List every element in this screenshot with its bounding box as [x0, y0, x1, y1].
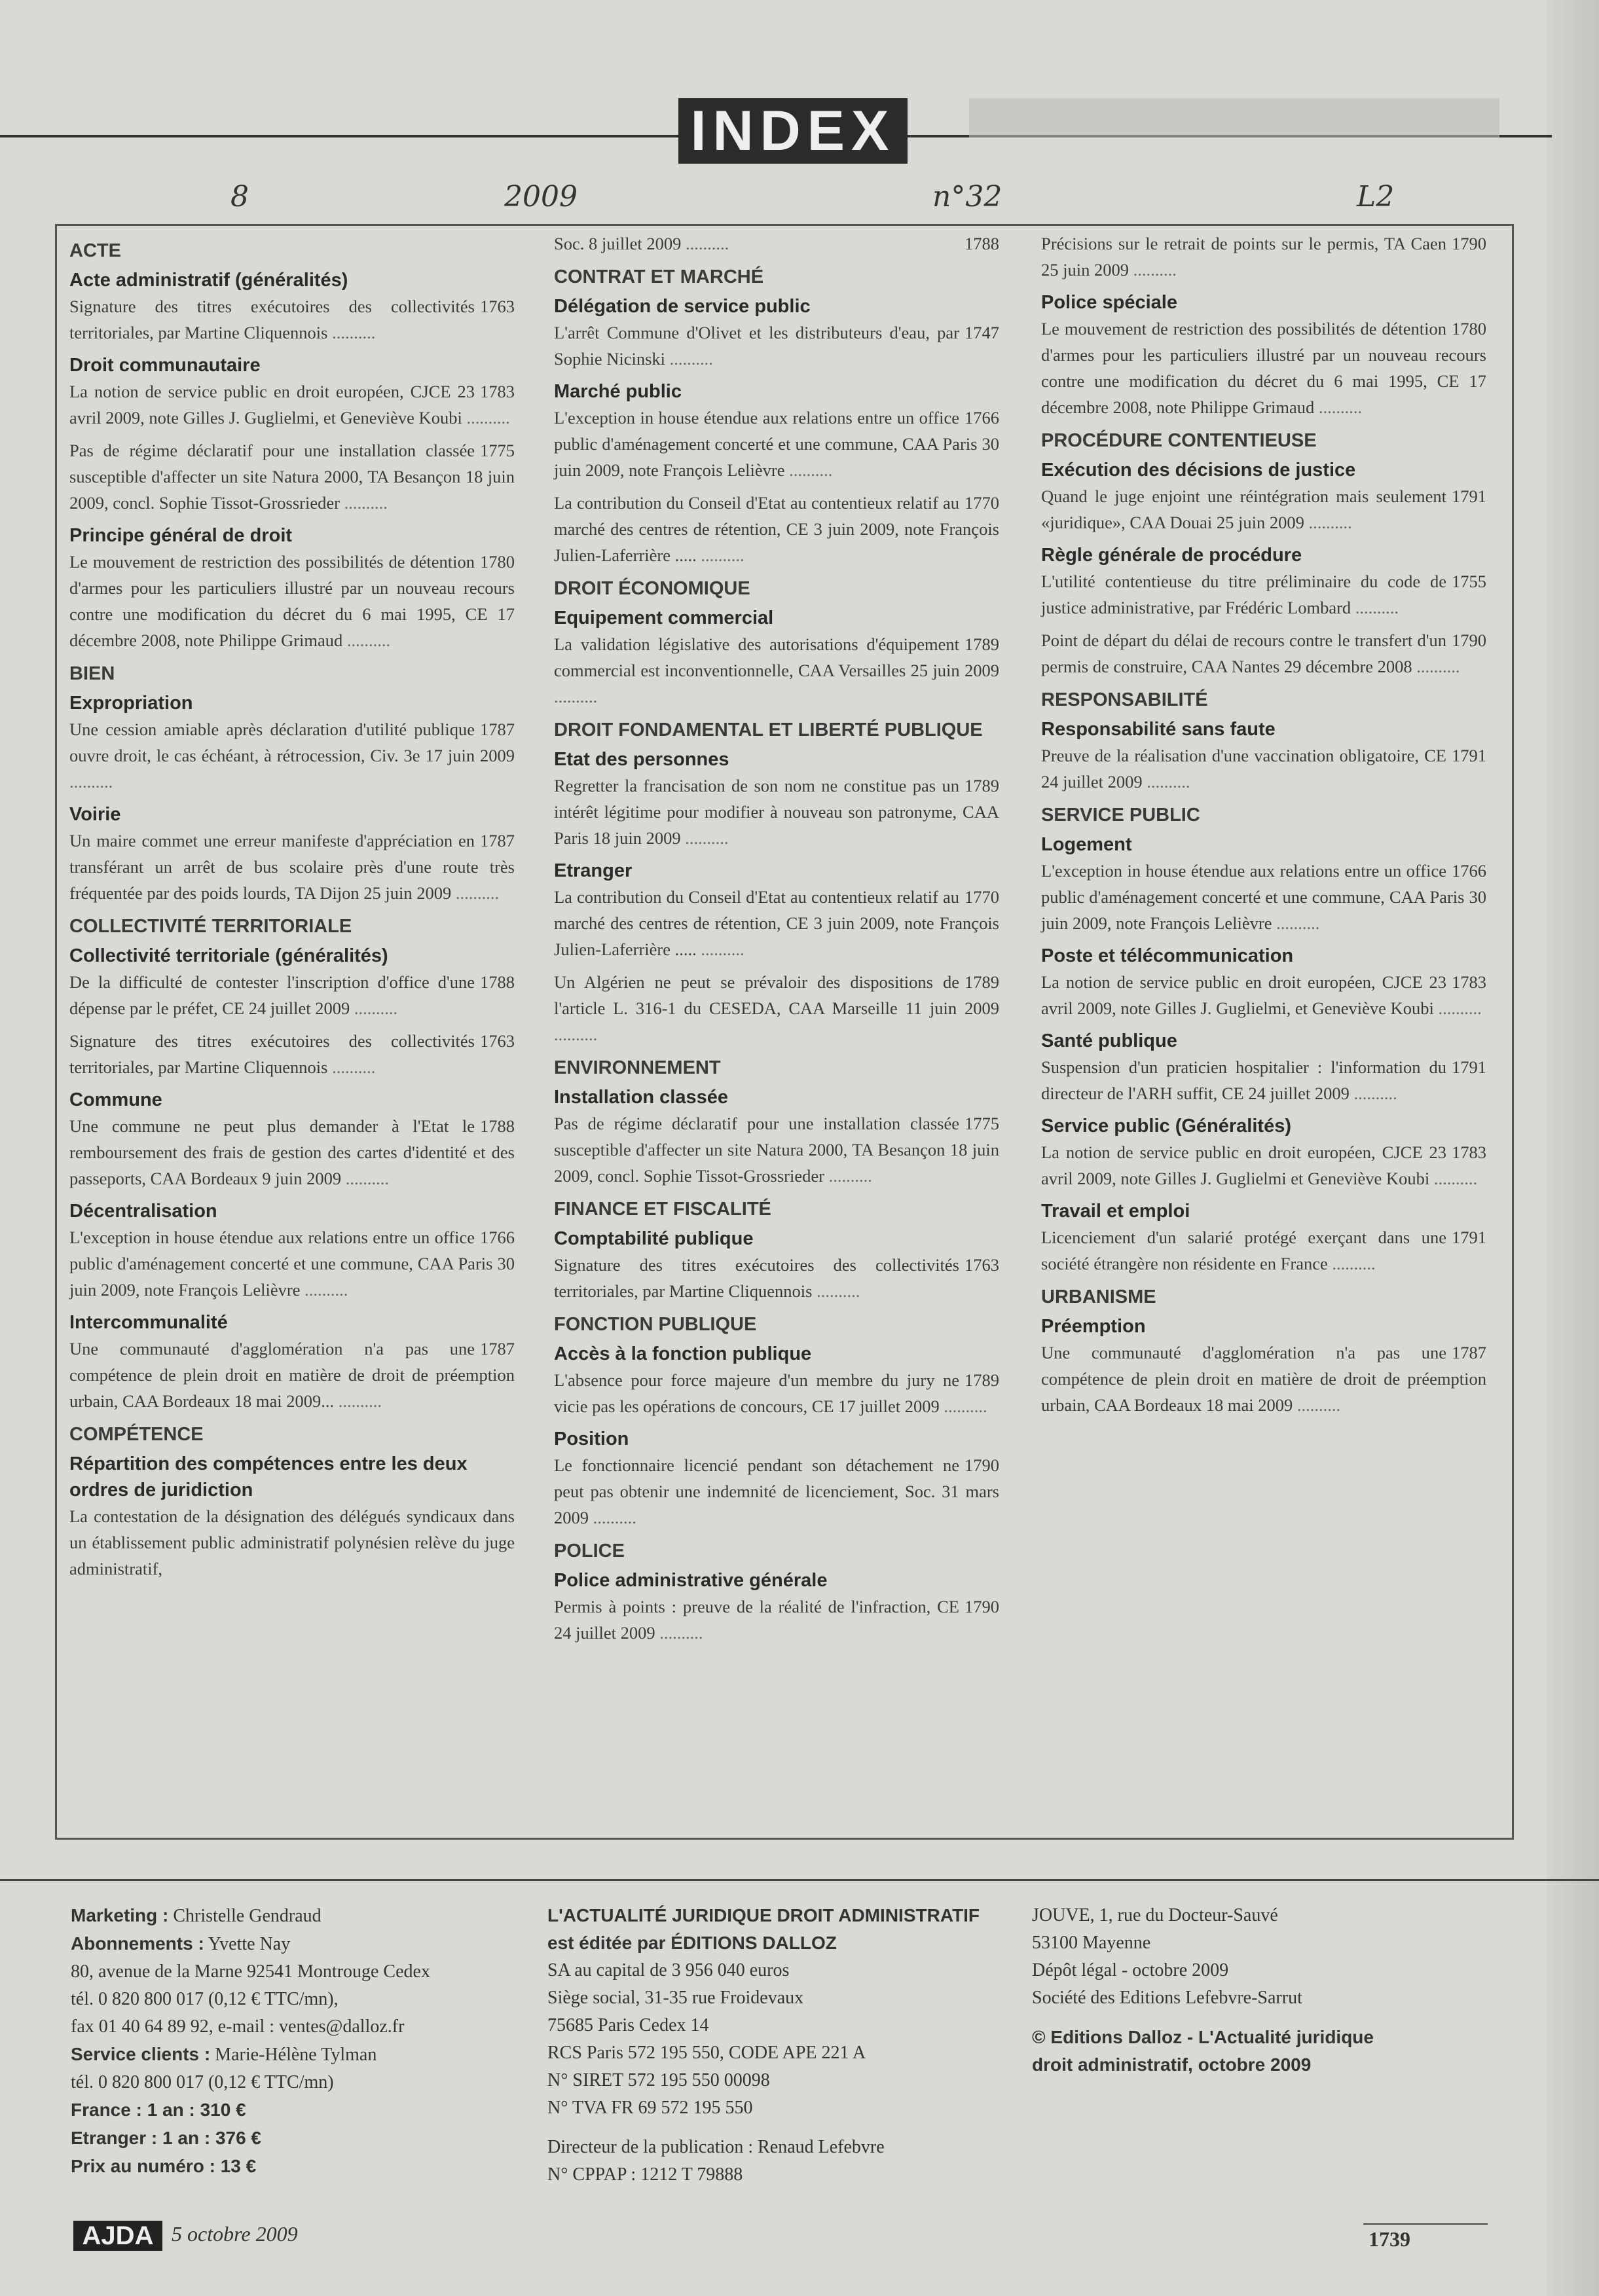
entry-page-number: 1770	[965, 887, 999, 907]
section-heading: RESPONSABILITÉ	[1041, 689, 1208, 710]
journal-logo: AJDA	[73, 2221, 162, 2251]
entry-text: Permis à points : preuve de la réalité de l'infraction, CE 24 juillet 2009	[554, 1597, 959, 1643]
entry-page-number: 1788	[480, 972, 515, 992]
index-entry	[69, 293, 515, 346]
handwritten-note-1: 8	[230, 180, 249, 213]
subsection-heading: Santé publique	[1041, 1030, 1177, 1051]
leader-dots: ..........	[342, 630, 391, 650]
leader-dots: ..........	[1351, 598, 1399, 617]
entry-text: Preuve de la réalisation d'une vaccination obligatoire, CE 24 juillet 2009	[1041, 746, 1446, 792]
publisher-info-line: Siège social, 31-35 rue Froidevaux	[547, 1988, 804, 2008]
index-entry	[1041, 483, 1486, 536]
entry-text: La contribution du Conseil d'Etat au contentieux relatif au marché des centres de rétention, CE 3 juin 2009, note François Julien-Laferrière .....	[554, 887, 999, 959]
leader-dots: ..........	[554, 687, 598, 706]
index-entry	[69, 1336, 515, 1414]
subsection-heading: Décentralisation	[69, 1201, 217, 1222]
index-entry	[554, 1110, 999, 1189]
entry-text: Un Algérien ne peut se prévaloir des dispositions de l'article L. 316-1 du CESEDA, CAA Marseille 11 juin 2009	[554, 972, 999, 1018]
page-edge-shadow	[1547, 0, 1599, 2296]
index-entry	[1041, 1054, 1486, 1106]
entry-page-number: 1788	[965, 234, 999, 253]
entry-text: Pas de régime déclaratif pour une installation classée susceptible d'affecter un site Natura 2000, TA Besançon 18 juin 2009, concl. Sophie Tissot-Grossrieder	[69, 441, 515, 513]
subsection-heading: Acte administratif (généralités)	[69, 270, 348, 291]
index-entry	[1041, 230, 1486, 283]
index-entry	[69, 549, 515, 653]
contact-label: France : 1 an : 310 €	[71, 2100, 246, 2120]
subsection-heading: Etranger	[554, 860, 633, 881]
contact-value: tél. 0 820 800 017 (0,12 € TTC/mn),	[71, 1989, 339, 2009]
entry-text: Point de départ du délai de recours contre le transfert d'un permis de construire, CAA Nantes 29 décembre 2008	[1041, 630, 1446, 676]
publisher-info-line: N° TVA FR 69 572 195 550	[547, 2098, 753, 2118]
contact-value: Marie-Hélène Tylman	[210, 2045, 377, 2065]
subsection-heading: Equipement commercial	[554, 608, 774, 629]
entry-text: Pas de régime déclaratif pour une installation classée susceptible d'affecter un site Natura 2000, TA Besançon 18 juin 2009, concl. Sophie Tissot-Grossrieder	[554, 1114, 999, 1186]
entry-page-number: 1766	[1452, 861, 1486, 881]
entry-page-number: 1780	[1452, 319, 1486, 338]
entry-text: L'utilité contentieuse du titre préliminaire du code de justice administrative, par Frédéric Lombard	[1041, 572, 1446, 617]
subsection-heading: Marché public	[554, 381, 682, 402]
entry-page-number: 1789	[965, 634, 999, 654]
contact-line	[71, 1930, 542, 1958]
entry-page-number: 1775	[965, 1114, 999, 1133]
publisher-info-line: SA au capital de 3 956 040 euros	[547, 1960, 790, 1980]
leader-dots: ..........	[812, 1281, 860, 1301]
section-heading: PROCÉDURE CONTENTIEUSE	[1041, 430, 1317, 451]
section-heading: POLICE	[554, 1540, 625, 1561]
index-entry	[69, 1224, 515, 1303]
index-entry	[1041, 568, 1486, 621]
entry-text: L'absence pour force majeure d'un membre du jury ne vicie pas les opérations de concours, CE 17 juillet 2009	[554, 1370, 959, 1416]
contact-label: Etranger : 1 an : 376 €	[71, 2128, 262, 2148]
entry-page-number: 1790	[965, 1597, 999, 1616]
entry-page-number: 1763	[480, 1031, 515, 1051]
subsection-heading: Travail et emploi	[1041, 1201, 1190, 1222]
contact-line	[71, 2013, 542, 2041]
footer-printer	[1032, 1902, 1503, 2079]
entry-page-number: 1788	[480, 1116, 515, 1136]
leader-dots: ..........	[665, 349, 713, 369]
index-title: INDEX	[678, 98, 908, 164]
leader-dots: ..........	[1293, 1395, 1341, 1415]
entry-text: L'exception in house étendue aux relations entre un office public d'aménagement concerté et une commune, CAA Paris 30 juin 2009, note François Lelièvre	[69, 1228, 515, 1300]
entry-page-number: 1787	[480, 831, 515, 850]
entry-text: Signature des titres exécutoires des collectivités territoriales, par Martine Cliquennois	[554, 1255, 959, 1301]
contact-value: Yvette Nay	[204, 1934, 291, 1954]
section-heading: CONTRAT ET MARCHÉ	[554, 266, 764, 287]
entry-text: La notion de service public en droit européen, CJCE 23 avril 2009, note Gilles J. Guglielmi et Geneviève Koubi	[1041, 1142, 1446, 1188]
subsection-heading: Police administrative générale	[554, 1570, 828, 1591]
contact-value: tél. 0 820 800 017 (0,12 € TTC/mn)	[71, 2072, 334, 2092]
index-entry	[69, 437, 515, 516]
index-column-2	[554, 230, 999, 1652]
handwritten-note-4: L2	[1357, 180, 1395, 213]
entry-text: Précisions sur le retrait de points sur le permis, TA Caen 25 juin 2009	[1041, 234, 1446, 280]
subsection-heading: Responsabilité sans faute	[1041, 719, 1276, 740]
entry-page-number: 1763	[965, 1255, 999, 1275]
footer-contacts	[71, 1902, 542, 2181]
leader-dots: ..........	[681, 234, 729, 253]
leader-dots: ..........	[696, 939, 744, 959]
publisher-title-2: est éditée par ÉDITIONS DALLOZ	[547, 1933, 837, 1953]
subsection-heading: Logement	[1041, 834, 1132, 855]
index-entry	[554, 405, 999, 483]
page-number: 1739	[1369, 2227, 1410, 2251]
copyright-line-1: © Editions Dalloz - L'Actualité juridique	[1032, 2027, 1374, 2047]
index-column-1	[69, 230, 515, 1588]
leader-dots: ..........	[554, 1025, 598, 1044]
printer-info-line: Dépôt légal - octobre 2009	[1032, 1960, 1229, 1980]
index-entry	[554, 1594, 999, 1646]
subsection-heading: Délégation de service public	[554, 296, 811, 317]
printer-info-line: Société des Editions Lefebvre-Sarrut	[1032, 1988, 1302, 2008]
index-column-3	[1041, 230, 1486, 1425]
contact-label: Prix au numéro : 13 €	[71, 2156, 257, 2176]
handwritten-note-3: n°32	[932, 180, 1002, 213]
contact-value: 80, avenue de la Marne 92541 Montrouge Cedex	[71, 1961, 430, 1982]
leader-dots: ..........	[69, 772, 113, 792]
leader-dots: ..........	[341, 1169, 390, 1188]
leader-dots: ..........	[680, 828, 729, 848]
contact-line	[71, 2096, 542, 2124]
subsection-heading: Intercommunalité	[69, 1312, 228, 1333]
index-entry	[69, 1113, 515, 1192]
entry-page-number: 1780	[480, 552, 515, 572]
contact-line	[71, 2041, 542, 2069]
subsection-heading: Expropriation	[69, 693, 193, 714]
section-heading: ENVIRONNEMENT	[554, 1057, 721, 1078]
index-entry	[1041, 742, 1486, 795]
index-entry	[69, 1503, 515, 1582]
index-entry	[1041, 1139, 1486, 1192]
leader-dots: ..........	[300, 1280, 348, 1300]
entry-text: Un maire commet une erreur manifeste d'appréciation en transférant un arrêt de bus scolaire près d'une route très fréquentée par des poids lourds, TA Dijon 25 juin 2009	[69, 831, 515, 903]
leader-dots: ..........	[462, 408, 510, 428]
subsection-heading: Police spéciale	[1041, 292, 1177, 313]
subsection-heading: Etat des personnes	[554, 749, 729, 770]
leader-dots: ..........	[824, 1166, 872, 1186]
section-heading: COLLECTIVITÉ TERRITORIALE	[69, 916, 352, 937]
leader-dots: ..........	[939, 1396, 987, 1416]
index-entry	[554, 1452, 999, 1531]
entry-page-number: 1790	[1452, 630, 1486, 650]
index-entry	[554, 1367, 999, 1419]
section-heading: COMPÉTENCE	[69, 1424, 204, 1445]
section-heading: FONCTION PUBLIQUE	[554, 1314, 757, 1335]
subsection-heading: Exécution des décisions de justice	[1041, 460, 1356, 481]
entry-text: Une communauté d'agglomération n'a pas une compétence de plein droit en matière de droit de préemption urbain, CAA Bordeaux 18 mai 2009	[1041, 1343, 1486, 1415]
entry-page-number: 1791	[1452, 746, 1486, 765]
publisher-info-line: RCS Paris 572 195 550, CODE APE 221 A	[547, 2043, 866, 2063]
subsection-heading: Voirie	[69, 804, 121, 825]
entry-page-number: 1755	[1452, 572, 1486, 591]
subsection-heading: Collectivité territoriale (généralités)	[69, 945, 388, 966]
index-entry	[69, 969, 515, 1021]
entry-text: Le mouvement de restriction des possibilités de détention d'armes pour les particuliers illustré par un nouveau recours contre une modification du décret du 6 mai 1995, CE 17 décembre 2008, note Philippe Grimaud	[1041, 319, 1486, 417]
entry-text: Licenciement d'un salarié protégé exerçant dans une société étrangère non résidente en France	[1041, 1228, 1446, 1273]
subsection-heading: Droit communautaire	[69, 355, 261, 376]
leader-dots: ..........	[784, 460, 833, 480]
entry-page-number: 1789	[965, 972, 999, 992]
entry-text: Suspension d'un praticien hospitalier : l'information du directeur de l'ARH suffit, CE 24 juillet 2009	[1041, 1057, 1446, 1103]
contact-label: Marketing :	[71, 1905, 169, 1925]
publisher-title-1: L'ACTUALITÉ JURIDIQUE DROIT ADMINISTRATIF	[547, 1905, 980, 1925]
contact-label: Service clients :	[71, 2044, 211, 2064]
entry-page-number: 1787	[480, 720, 515, 739]
entry-text: Soc. 8 juillet 2009	[554, 234, 682, 253]
section-heading: DROIT ÉCONOMIQUE	[554, 578, 750, 599]
contact-line	[71, 1986, 542, 2013]
subsection-heading: Préemption	[1041, 1316, 1146, 1337]
entry-page-number: 1787	[1452, 1343, 1486, 1362]
index-entry	[69, 716, 515, 795]
index-entry	[554, 773, 999, 851]
entry-text: Une commune ne peut plus demander à l'Etat le remboursement des frais de gestion des cartes d'identité et des passeports, CAA Bordeaux 9 juin 2009	[69, 1116, 515, 1188]
entry-page-number: 1791	[1452, 1057, 1486, 1077]
entry-page-number: 1775	[480, 441, 515, 460]
leader-dots: ..........	[327, 1057, 376, 1077]
leader-dots: ..........	[1142, 772, 1190, 792]
entry-text: La notion de service public en droit européen, CJCE 23 avril 2009, note Gilles J. Guglielmi, et Geneviève Koubi	[69, 382, 475, 428]
entry-page-number: 1787	[480, 1339, 515, 1358]
index-entry	[554, 969, 999, 1048]
leader-dots: ..........	[1412, 657, 1460, 676]
publisher-info-line: N° SIRET 572 195 550 00098	[547, 2070, 770, 2090]
index-entry	[1041, 858, 1486, 936]
contact-line	[71, 2153, 542, 2181]
index-entry	[69, 378, 515, 431]
cppap-number: N° CPPAP : 1212 T 79888	[547, 2164, 743, 2185]
leader-dots: ..........	[327, 323, 376, 342]
section-heading: URBANISME	[1041, 1286, 1156, 1307]
subsection-heading: Comptabilité publique	[554, 1228, 754, 1249]
subsection-heading: Installation classée	[554, 1087, 728, 1108]
entry-page-number: 1783	[1452, 972, 1486, 992]
section-heading: FINANCE ET FISCALITÉ	[554, 1199, 771, 1220]
contact-value: Christelle Gendraud	[168, 1906, 322, 1926]
section-heading: BIEN	[69, 663, 115, 684]
leader-dots: ..........	[1327, 1254, 1376, 1273]
entry-text: L'exception in house étendue aux relations entre un office public d'aménagement concerté et une commune, CAA Paris 30 juin 2009, note François Lelièvre	[1041, 861, 1486, 933]
printer-info-line: 53100 Mayenne	[1032, 1933, 1151, 1953]
leader-dots: ..........	[696, 545, 744, 565]
entry-text: La notion de service public en droit européen, CJCE 23 avril 2009, note Gilles J. Guglielmi, et Geneviève Koubi	[1041, 972, 1446, 1018]
entry-text: L'arrêt Commune d'Olivet et les distributeurs d'eau, par Sophie Nicinski	[554, 323, 959, 369]
contact-line	[71, 1902, 542, 1930]
contact-line	[71, 2069, 542, 2096]
leader-dots: ..........	[334, 1391, 382, 1411]
index-entry	[1041, 627, 1486, 680]
printer-info-line: JOUVE, 1, rue du Docteur-Sauvé	[1032, 1905, 1278, 1925]
leader-dots: ..........	[1304, 513, 1352, 532]
section-heading: SERVICE PUBLIC	[1041, 805, 1200, 826]
entry-page-number: 1790	[1452, 234, 1486, 253]
leader-dots: ..........	[1272, 913, 1320, 933]
index-entry	[1041, 1339, 1486, 1418]
entry-text: Signature des titres exécutoires des collectivités territoriales, par Martine Cliquennois	[69, 1031, 475, 1077]
subsection-heading: Principe général de droit	[69, 525, 293, 546]
footer-rule	[0, 1879, 1599, 1881]
leader-dots: ..........	[1433, 998, 1482, 1018]
entry-page-number: 1789	[965, 776, 999, 795]
index-entry	[69, 1028, 515, 1080]
leader-dots: ..........	[350, 998, 398, 1018]
entry-page-number: 1791	[1452, 486, 1486, 506]
index-entry	[554, 319, 999, 372]
contact-label: Abonnements :	[71, 1933, 204, 1954]
entry-page-number: 1766	[965, 408, 999, 428]
leader-dots: ..........	[1429, 1169, 1478, 1188]
leader-dots: ..........	[589, 1508, 636, 1527]
index-entry	[554, 631, 999, 710]
footer-publisher	[547, 1902, 1006, 2189]
index-entry	[1041, 969, 1486, 1021]
subsection-heading: Poste et télécommunication	[1041, 945, 1294, 966]
page-number-rule	[1363, 2223, 1488, 2225]
entry-text: Une cession amiable après déclaration d'utilité publique ouvre droit, le cas échéant, à rétrocession, Civ. 3e 17 juin 2009	[69, 720, 515, 765]
leader-dots: ..........	[1314, 397, 1363, 417]
index-entry	[69, 828, 515, 906]
entry-text: De la difficulté de contester l'inscription d'office d'une dépense par le préfet, CE 24 juillet 2009	[69, 972, 475, 1018]
entry-text: Le fonctionnaire licencié pendant son détachement ne peut pas obtenir une indemnité de licenciement, Soc. 31 mars 2009	[554, 1455, 999, 1527]
entry-text: Signature des titres exécutoires des collectivités territoriales, par Martine Cliquennois	[69, 297, 475, 342]
index-entry	[554, 1252, 999, 1304]
entry-text: L'exception in house étendue aux relations entre un office public d'aménagement concerté et une commune, CAA Paris 30 juin 2009, note François Lelièvre	[554, 408, 999, 480]
index-entry	[554, 884, 999, 962]
section-heading: ACTE	[69, 240, 121, 261]
subsection-heading: Commune	[69, 1089, 162, 1110]
leader-dots: ..........	[1128, 260, 1177, 280]
entry-text: Une communauté d'agglomération n'a pas une compétence de plein droit en matière de droit de préemption urbain, CAA Bordeaux 18 mai 2009...	[69, 1339, 515, 1411]
entry-text: La validation législative des autorisations d'équipement commercial est inconventionnelle, CAA Versailles 25 juin 2009	[554, 634, 999, 680]
entry-text: La contribution du Conseil d'Etat au contentieux relatif au marché des centres de rétention, CE 3 juin 2009, note François Julien-Laferrière .....	[554, 493, 999, 565]
index-entry	[554, 490, 999, 568]
section-heading: DROIT FONDAMENTAL ET LIBERTÉ PUBLIQUE	[554, 720, 983, 740]
entry-text: Quand le juge enjoint une réintégration mais seulement «juridique», CAA Douai 25 juin 2009	[1041, 486, 1446, 532]
bleed-through-banner	[969, 98, 1499, 137]
subsection-heading: Service public (Généralités)	[1041, 1116, 1291, 1137]
entry-page-number: 1789	[965, 1370, 999, 1390]
entry-page-number: 1763	[480, 297, 515, 316]
subsection-heading: Position	[554, 1429, 629, 1449]
leader-dots: ..........	[339, 493, 388, 513]
entry-page-number: 1783	[1452, 1142, 1486, 1162]
subsection-heading: Règle générale de procédure	[1041, 545, 1302, 566]
copyright-line-2: droit administratif, octobre 2009	[1032, 2054, 1312, 2075]
entry-text: La contestation de la désignation des délégués syndicaux dans un établissement public administratif polynésien relève du juge administratif,	[69, 1506, 515, 1578]
leader-dots: ..........	[655, 1623, 703, 1643]
publisher-info-line: 75685 Paris Cedex 14	[547, 2015, 709, 2035]
leader-dots: ..........	[451, 883, 500, 903]
subsection-heading: Accès à la fonction publique	[554, 1343, 812, 1364]
entry-text: Regretter la francisation de son nom ne constitue pas un intérêt légitime pour modifier à nouveau son patronyme, CAA Paris 18 juin 2009	[554, 776, 999, 848]
publication-director: Directeur de la publication : Renaud Lefebvre	[547, 2137, 885, 2157]
handwritten-note-2: 2009	[504, 180, 578, 213]
index-entry	[554, 230, 999, 257]
contact-line	[71, 1958, 542, 1986]
entry-text: Le mouvement de restriction des possibilités de détention d'armes pour les particuliers illustré par un nouveau recours contre une modification du décret du 6 mai 1995, CE 17 décembre 2008, note Philippe Grimaud	[69, 552, 515, 650]
index-entry	[1041, 316, 1486, 420]
entry-page-number: 1790	[965, 1455, 999, 1475]
entry-page-number: 1766	[480, 1228, 515, 1247]
subsection-heading: Répartition des compétences entre les deux ordres de juridiction	[69, 1453, 468, 1501]
entry-page-number: 1783	[480, 382, 515, 401]
leader-dots: ..........	[1349, 1084, 1397, 1103]
contact-line	[71, 2124, 542, 2153]
contact-value: fax 01 40 64 89 92, e-mail : ventes@dalloz.fr	[71, 2016, 405, 2037]
index-entry	[1041, 1224, 1486, 1277]
entry-page-number: 1747	[965, 323, 999, 342]
entry-page-number: 1791	[1452, 1228, 1486, 1247]
issue-date: 5 octobre 2009	[172, 2222, 298, 2246]
entry-page-number: 1770	[965, 493, 999, 513]
